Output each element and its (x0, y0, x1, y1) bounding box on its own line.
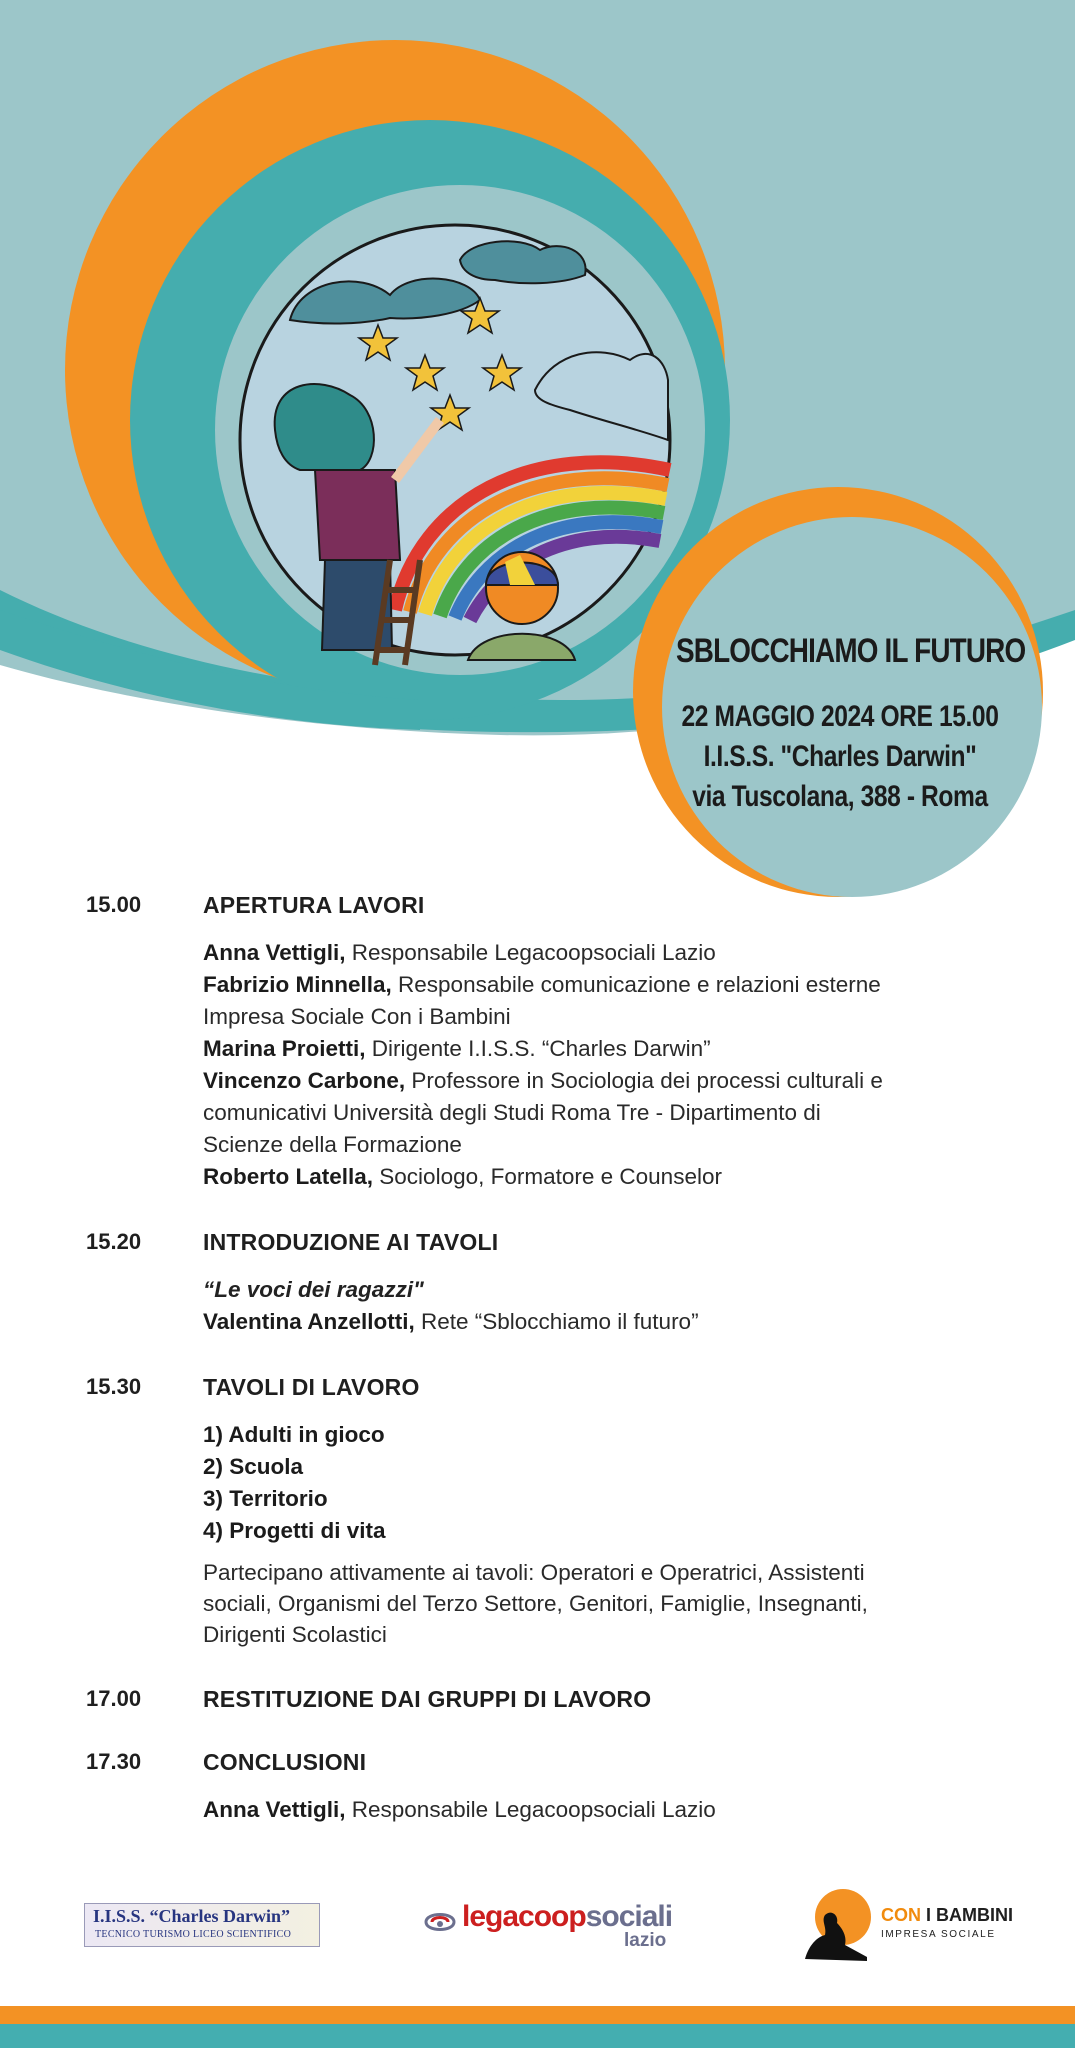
darwin-logo-title: I.I.S.S. “Charles Darwin” (93, 1906, 291, 1926)
speaker-line (203, 937, 1016, 969)
lazio-word: lazio (624, 1930, 667, 1951)
slot-title: RESTITUZIONE DAI GRUPPI DI LAVORO (203, 1686, 652, 1712)
speaker-name: Anna Vettigli, (203, 1797, 346, 1822)
speaker-role: Responsabile comunicazione e relazioni esterne (391, 972, 881, 997)
slot-time: 15.00 (86, 892, 142, 917)
speaker-line (203, 1161, 1016, 1193)
legacoopsociali-logo (420, 1894, 680, 1954)
slot-title: INTRODUZIONE AI TAVOLI (203, 1229, 499, 1255)
legacoop-word: legacoop (462, 1900, 586, 1933)
speaker-role-cont: Impresa Sociale Con i Bambini (203, 1004, 511, 1029)
slot-time: 17.30 (86, 1749, 142, 1774)
event-info (640, 632, 1040, 817)
list-item: 3) Territorio (203, 1486, 328, 1511)
slot-title: CONCLUSIONI (203, 1749, 367, 1775)
description-line: Dirigenti Scolastici (203, 1622, 387, 1647)
description-line: Partecipano attivamente ai tavoli: Operatori e Operatrici, Assistenti (203, 1560, 865, 1585)
speaker-role-cont: comunicativi Università degli Studi Roma Tre - Dipartimento di (203, 1100, 821, 1125)
session-description (203, 1557, 1016, 1650)
speaker-name: Roberto Latella, (203, 1164, 374, 1189)
session-quote: “Le voci dei ragazzi" (203, 1277, 424, 1302)
speaker-name: Valentina Anzellotti, (203, 1309, 415, 1334)
agenda-slot-1700 (86, 1686, 1016, 1713)
footer-orange-stripe (0, 2006, 1075, 2024)
impresa-sociale-word: IMPRESA SOCIALE (881, 1929, 996, 1940)
slot-time: 15.20 (86, 1229, 142, 1254)
partner-logos (0, 1880, 1075, 1990)
speaker-role: Sociologo, Formatore e Counselor (373, 1164, 722, 1189)
darwin-logo-subtitle: TECNICO TURISMO LICEO SCIENTIFICO (95, 1929, 292, 1940)
speaker-role: Responsabile Legacoopsociali Lazio (345, 940, 716, 965)
sociali-word: sociali (585, 1900, 673, 1933)
child-reading-icon (795, 1887, 877, 1963)
speaker-line (203, 1794, 1016, 1826)
speaker-line (203, 1033, 1016, 1065)
list-item: 2) Scuola (203, 1454, 304, 1479)
slot-time: 15.30 (86, 1374, 142, 1399)
speaker-line (203, 1065, 1016, 1097)
darwin-school-logo (84, 1903, 320, 1947)
event-title: SBLOCCHIAMO IL FUTURO (676, 632, 1026, 670)
agenda-slot-1520 (86, 1229, 1016, 1338)
agenda-slot-1500 (86, 892, 1016, 1193)
speaker-name: Anna Vettigli, (203, 940, 346, 965)
speaker-name: Marina Proietti, (203, 1036, 366, 1061)
list-item: 4) Progetti di vita (203, 1518, 386, 1543)
con-word: CON (881, 1905, 921, 1925)
i-bambini-word: I BAMBINI (921, 1905, 1013, 1925)
speaker-role: Professore in Sociologia dei processi culturali e (405, 1068, 883, 1093)
event-address: via Tuscolana, 388 - Roma (692, 780, 988, 813)
cloud (460, 241, 586, 283)
agenda-slot-1730 (86, 1749, 1016, 1826)
slot-time: 17.00 (86, 1686, 142, 1711)
description-line: sociali, Organismi del Terzo Settore, Genitori, Famiglie, Insegnanti, (203, 1591, 868, 1616)
event-date: 22 MAGGIO 2024 ORE 15.00 (681, 700, 999, 733)
event-venue: I.I.S.S. "Charles Darwin" (703, 740, 977, 773)
agenda-slot-1530 (86, 1374, 1016, 1650)
speaker-role-cont: Scienze della Formazione (203, 1132, 462, 1157)
slot-title: TAVOLI DI LAVORO (203, 1374, 420, 1400)
legacoop-mark-icon (420, 1902, 460, 1942)
con-i-bambini-wordmark (881, 1905, 1013, 1926)
speaker-line (203, 969, 1016, 1001)
speaker-role: Rete “Sblocchiamo il futuro” (414, 1309, 699, 1334)
legacoop-wordmark (462, 1900, 672, 1934)
con-i-bambini-logo (795, 1887, 1015, 1967)
speaker-role: Responsabile Legacoopsociali Lazio (345, 1797, 716, 1822)
speaker-role: Dirigente I.I.S.S. “Charles Darwin” (365, 1036, 711, 1061)
slot-title: APERTURA LAVORI (203, 892, 425, 918)
agenda (86, 892, 1016, 1852)
speaker-line (203, 1306, 1016, 1338)
speaker-name: Vincenzo Carbone, (203, 1068, 406, 1093)
footer-teal-stripe (0, 2024, 1075, 2048)
speaker-name: Fabrizio Minnella, (203, 972, 392, 997)
list-item: 1) Adulti in gioco (203, 1422, 385, 1447)
